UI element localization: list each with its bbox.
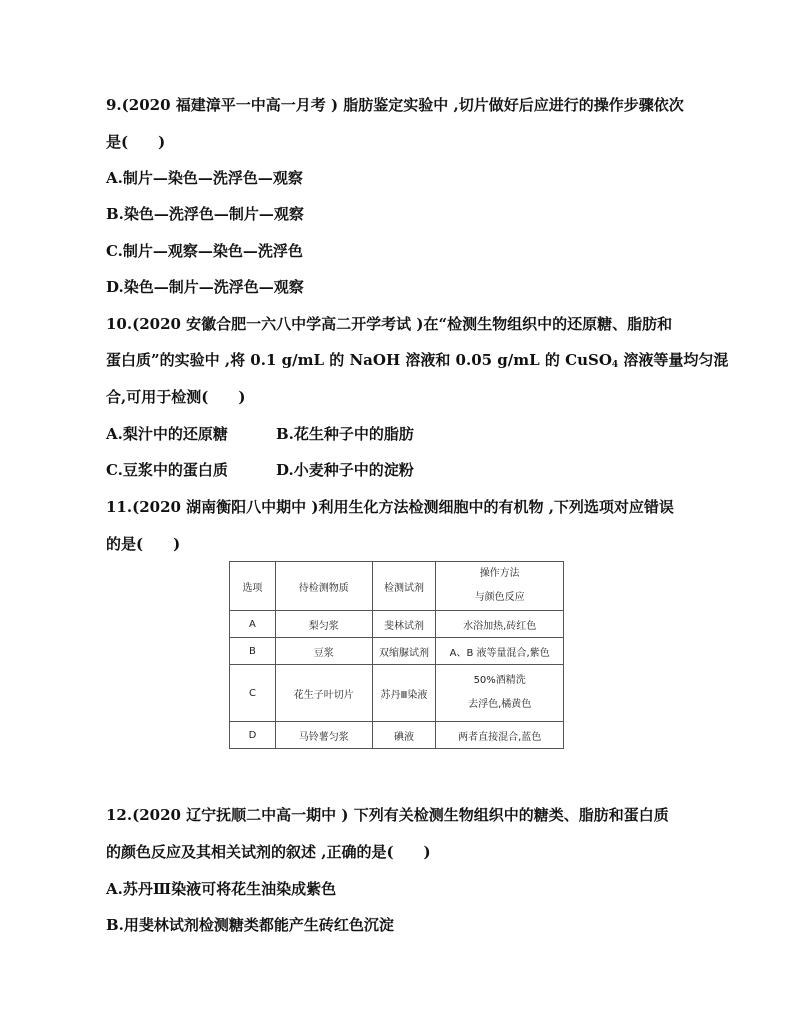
table-cell-method: 水浴加热,砖红色 <box>436 611 564 638</box>
q9-stem-line2: 是( ) <box>106 133 166 151</box>
q11-table <box>229 561 564 749</box>
table-cell-method: 两者直接混合,蓝色 <box>436 722 564 749</box>
table-cell-method-line2: 去浮色,橘黄色 <box>468 699 532 710</box>
q10-stem-line1: 10.(2020 安徽合肥一六八中学高二开学考试 )在“检测生物组织中的还原糖、脂肪和 <box>106 315 673 333</box>
table-cell-substance: 梨匀浆 <box>275 611 372 638</box>
table-header-row <box>230 562 564 611</box>
table-cell-option: C <box>230 665 276 722</box>
q12-option-a: A.苏丹Ⅲ染液可将花生油染成紫色 <box>106 880 337 898</box>
q9-option-d: D.染色—制片—洗浮色—观察 <box>106 278 304 296</box>
table-row <box>230 722 564 749</box>
q10-stem-line2 <box>106 350 728 375</box>
q12-stem-line1: 12.(2020 辽宁抚顺二中高一期中 ) 下列有关检测生物组织中的糖类、脂肪和蛋白质 <box>106 806 669 824</box>
table-header-method <box>436 562 564 611</box>
q12-stem-line2: 的颜色反应及其相关试剂的叙述 ,正确的是( ) <box>106 843 431 861</box>
q10-subscript: 4 <box>611 360 619 370</box>
q9-option-c: C.制片—观察—染色—洗浮色 <box>106 242 303 260</box>
q9-option-b: B.染色—洗浮色—制片—观察 <box>106 205 304 223</box>
table-cell-substance: 花生子叶切片 <box>275 665 372 722</box>
table-header-reagent: 检测试剂 <box>372 562 436 611</box>
q10-stem-line2-pre: 蛋白质”的实验中 ,将 0.1 g/mL 的 NaOH 溶液和 0.05 g/mL 的 CuSO <box>106 351 612 369</box>
table-cell-option: A <box>230 611 276 638</box>
table-row <box>230 638 564 665</box>
table-row <box>230 665 564 722</box>
table-header-method-line2: 与颜色反应 <box>474 592 525 603</box>
q11-stem-line1: 11.(2020 湖南衡阳八中期中 )利用生化方法检测细胞中的有机物 ,下列选项对应错误 <box>106 498 674 516</box>
q9-option-a: A.制片—染色—洗浮色—观察 <box>106 169 303 187</box>
table-cell-reagent: 双缩脲试剂 <box>372 638 436 665</box>
table-row <box>230 611 564 638</box>
table-cell-substance: 豆浆 <box>275 638 372 665</box>
table-cell-option: D <box>230 722 276 749</box>
q9-stem-line1: 9.(2020 福建漳平一中高一月考 ) 脂肪鉴定实验中 ,切片做好后应进行的操作步骤依次 <box>106 96 684 114</box>
table-cell-reagent: 斐林试剂 <box>372 611 436 638</box>
q10-option-d: D.小麦种子中的淀粉 <box>276 461 414 479</box>
table-header-substance: 待检测物质 <box>275 562 372 611</box>
q10-option-c: C.豆浆中的蛋白质 <box>106 461 228 479</box>
table-cell-method: A、B 液等量混合,紫色 <box>436 638 564 665</box>
table-cell-reagent: 苏丹Ⅲ染液 <box>372 665 436 722</box>
table-cell-method-line1: 50%酒精洗 <box>473 675 526 686</box>
table-cell-method <box>436 665 564 722</box>
q10-option-a: A.梨汁中的还原糖 <box>106 425 228 443</box>
table-header-option: 选项 <box>230 562 276 611</box>
table-cell-option: B <box>230 638 276 665</box>
table-cell-reagent: 碘液 <box>372 722 436 749</box>
q10-option-b: B.花生种子中的脂肪 <box>276 425 414 443</box>
q10-stem-line2-post: 溶液等量均匀混 <box>618 351 729 369</box>
q10-stem-line3: 合,可用于检测( ) <box>106 388 246 406</box>
table-header-method-line1: 操作方法 <box>479 568 520 579</box>
q12-option-b: B.用斐林试剂检测糖类都能产生砖红色沉淀 <box>106 916 394 934</box>
table-cell-substance: 马铃薯匀浆 <box>275 722 372 749</box>
q11-stem-line2: 的是( ) <box>106 535 181 553</box>
